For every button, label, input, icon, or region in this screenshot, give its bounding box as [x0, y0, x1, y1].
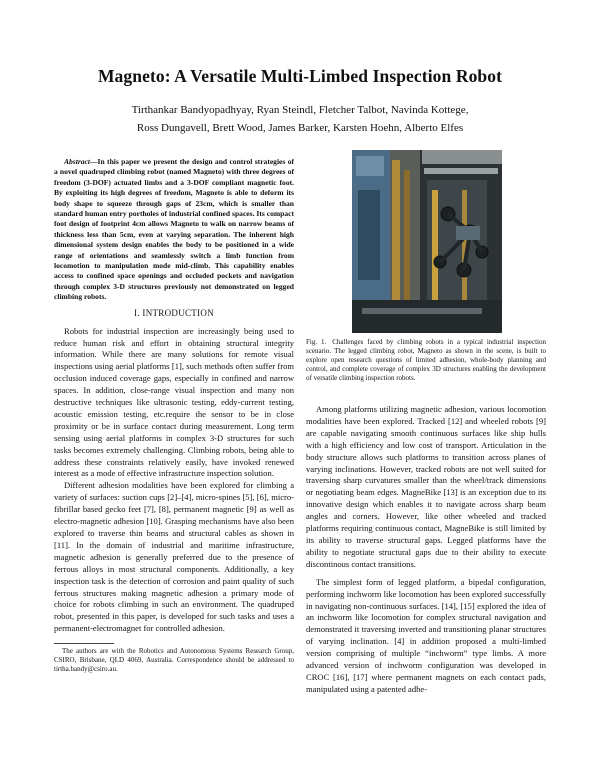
- author-footnote: The authors are with the Robotics and Autonomous Systems Research Group, CSIRO, Brisbane, QLD 4069, Australia. Correspondence should be addressed to tirtha.bandy@csiro.au.: [54, 647, 294, 674]
- section-heading-introduction: I. INTRODUCTION: [134, 307, 214, 318]
- right-paragraph-1: Among platforms utilizing magnetic adhesion, various locomotion modalities have been explored. Tracked [12] and wheeled robots [9] are capable navigating smooth continuous surfaces like ship hulls with a high efficiency and low cost of transport. Articulation in the body structure allows such platforms to transition across planes of varying inclinations. However, tracked robots are not well suited for traversing sharp curvatures smaller than the wheel/track dimensions or negotiating beam edges. MagneBike [13] is an exception due to its innovative design which enables it to navigate across sharp beam angles and corners. However, like other wheeled and tracked platforms requiring continuous contact, MagneBike is still limited by its ability to traverse structural gaps. Legged platforms have the ability to negotiate structural gaps due to their ability to execute discontinous contact transitions.: [306, 404, 546, 569]
- industrial-scene-image: [352, 150, 502, 333]
- figure-1-photo: [352, 150, 502, 333]
- right-paragraph-2: The simplest form of legged platform, a bipedal configuration, performing inchworm like locomotion has been explored successfully in navigating non-continuous surfaces. [14], [15] explored the idea of an inchworm like locomotion for complex structural navigation and demonstrated it traversing inverted and transitioning planar structures of varying inclination. [4] in addition proposed a multi-limbed version comprising of multiple “inchworm” type limbs. A more advanced version of inchworm configuration was developed in CROC [16], [17] where permanent magnets on each contact pads, manipulated using a patented adhe-: [306, 576, 546, 694]
- left-column: [54, 157, 294, 674]
- authors-line-1: Tirthankar Bandyopadhyay, Ryan Steindl, Fletcher Talbot, Navinda Kottege,: [131, 104, 469, 116]
- intro-paragraph-2: Different adhesion modalities have been explored for climbing a variety of surfaces: suction cups [2]–[4], micro-spines [5], [6], micro-fibrillar based gecko feet [7], [8], permanent magnetic [9] as well as electro-magnetic adhesion [10]. Grasping mechanisms have also been explored to traverse thin beams and structural cables as shown in [11]. In the domain of industrial and maritime infrastructure, magnetic adhesion is generally preferred due to the presence of ferrous alloys in most structural components. Additionally, a key inspection task is the detection of corrosion and paint quality of such ferrous structures making magnetic adhesion a primary mode of choice for robots climbing in such an environment. The quadruped robot, presented in this paper, is developed for such tasks and uses a permanent-electromagnet for controlled adhesion.: [54, 480, 294, 634]
- intro-paragraph-1: Robots for industrial inspection are increasingly being used to reduce human risk and effort in obtaining structural integrity information. While there are many solutions for remote visual inspections using aerial platforms [1], such methods often suffer from occlusion induced coverage gaps, especially in confined and narrow spaces. In addition, close-range visual inspection and many non destructive techniques like ultrasonic testing, eddy-current testing, acoustic emission testing, etc.require the sensor to be in close proximity or be in surface contact during measurement. Long term sensing using aerial platforms in complex 3-D structures for such tasks becomes extremely challenging. Climbing robots, being able to address these constraints relatively easily, have invoked renewed interest as a mode of effective infrastructure inspection solution.: [54, 325, 294, 479]
- figure-1-caption: [306, 338, 546, 383]
- abstract-heading: Abstract: [64, 157, 90, 166]
- authors-line-2: Ross Dungavell, Brett Wood, James Barker, Karsten Hoehn, Alberto Elfes: [136, 122, 464, 134]
- figure-label: Fig. 1.: [306, 338, 327, 346]
- paper-title: Magneto: A Versatile Multi-Limbed Inspection Robot: [97, 66, 503, 86]
- footnote-divider: [54, 643, 114, 644]
- abstract-text: —In this paper we present the design and control strategies of a novel quadruped climbing robot (named Magneto) with three degrees of freedom (3-DOF) actuated limbs and a 3-DOF compliant magnetic foot. By exploiting its high degrees of freedom, Magneto is able to deform its body shape to squeeze through gaps of 23cm, which is smaller than standard human entry portholes of industrial confined spaces. Its compact foot design of footprint 4cm allows Magneto to walk on narrow beams of thickness less than 5cm, even at varying separation. The inherent high dimensional system design enables the body to be positioned in a wide range of orientations and seamlessly switch a limb function from locomotion to manipulation mode mid-climb. This capability enables access to confined space openings and occluded pockets and navigation through complex 3-D structures previously not demonstrated on legged climbing robots.: [54, 157, 294, 302]
- figure-caption-text: Challenges faced by climbing robots in a typical industrial inspection scenario. The legged climbing robot, Magneto as shown in the scene, is built to explore open research questions of limited adhesion, whole-body planning and control, and complete coverage of complex 3D structures enabling the development of versatile climbing inspection robots.: [306, 338, 546, 382]
- author-list: [90, 101, 510, 137]
- right-column: [306, 404, 546, 696]
- abstract: [54, 157, 294, 303]
